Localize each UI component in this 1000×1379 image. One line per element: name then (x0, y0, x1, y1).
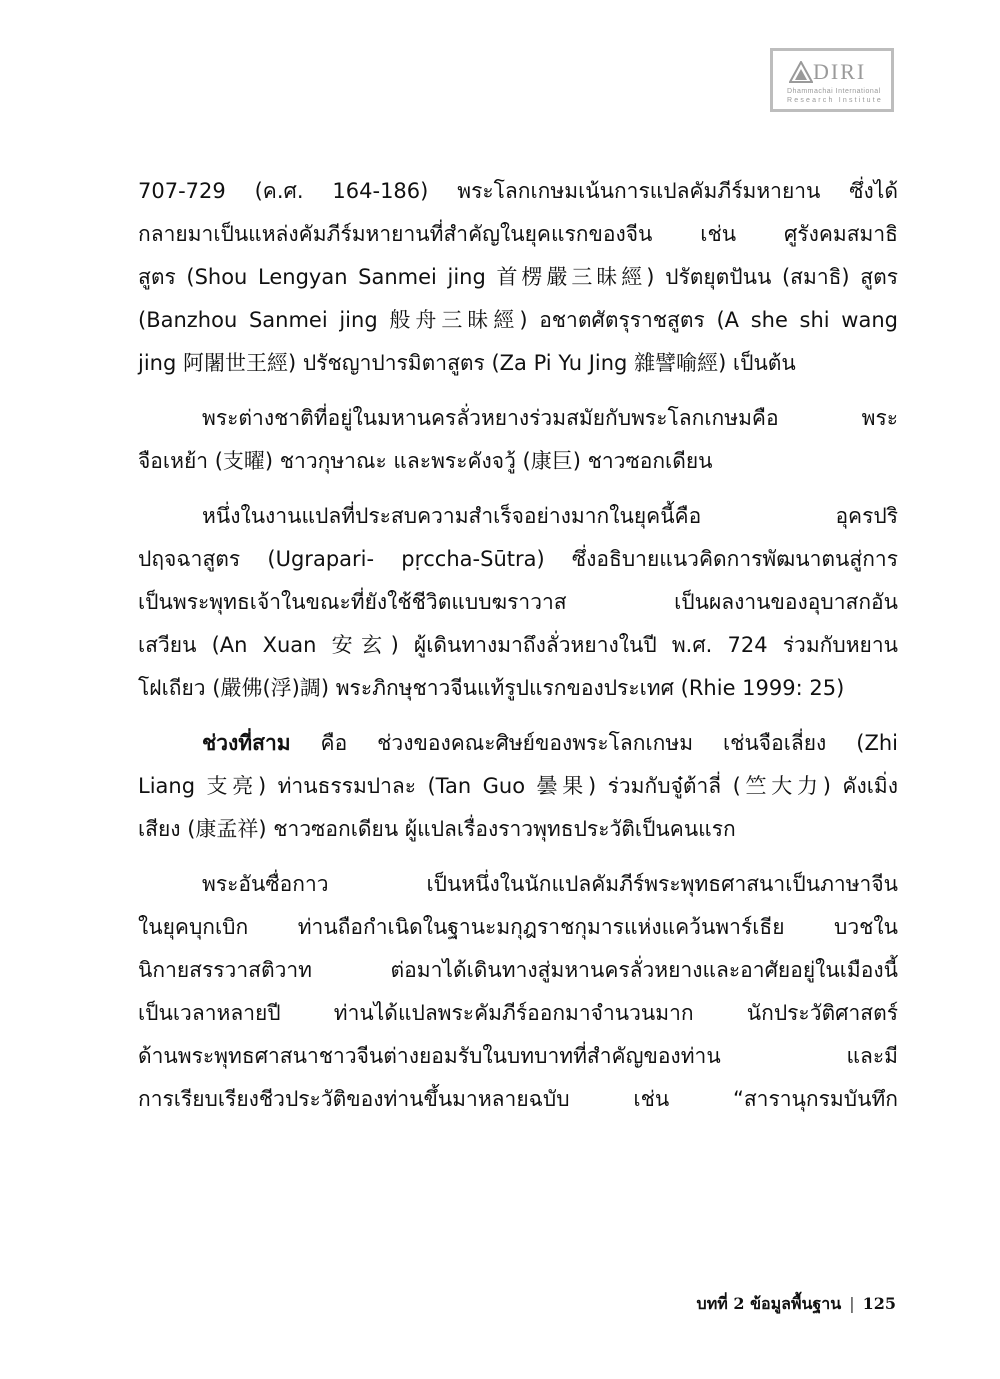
text-line: ปฤจฉาสูตร (Ugrapari- pṛccha-Sūtra) ซึ่งอธิบายแนวคิดการพัฒนาตนสู่การ (138, 547, 898, 571)
section-lead: ช่วงที่สาม (202, 731, 291, 755)
page-footer (697, 1292, 896, 1317)
footer-separator: | (849, 1294, 855, 1313)
text-fragment: คือ ช่วงของคณะศิษย์ของพระโลกเกษม เช่นจือเลี่ยง (Zhi (290, 731, 898, 755)
text-line: ในยุคบุกเบิก ท่านถือกำเนิดในฐานะมกุฎราชกุมารแห่งแคว้นพาร์เธีย บวชใน (138, 915, 898, 939)
text-line: (Banzhou Sanmei jing 般舟三昧經) อชาตศัตรุราชสูตร (A she shi wang (138, 308, 898, 332)
text-line: กลายมาเป็นแหล่งคัมภีร์มหายานที่สำคัญในยุคแรกของจีน เช่น ศูรังคมสมาธิ (138, 222, 898, 246)
text-line: 707-729 (ค.ศ. 164-186) พระโลกเกษมเน้นการแปลคัมภีร์มหายาน ซึ่งได้ (138, 179, 898, 203)
text-line: เป็นเวลาหลายปี ท่านได้แปลพระคัมภีร์ออกมาจำนวนมาก นักประวัติศาสตร์ (138, 1001, 898, 1025)
text-line: จือเหย้า (支曜) ชาวกุษาณะ และพระคังจวู้ (康巨) ชาวซอกเดียน (138, 449, 713, 473)
paragraph-4 (138, 722, 898, 851)
text-line: พระต่างชาติที่อยู่ในมหานครลั่วหยางร่วมสมัยกับพระโลกเกษมคือ พระ (202, 406, 898, 430)
text-line: นิกายสรรวาสติวาท ต่อมาได้เดินทางสู่มหานครลั่วหยางและอาศัยอยู่ในเมืองนี้ (138, 958, 898, 982)
paragraph-1 (138, 170, 898, 385)
paragraph-5 (138, 863, 898, 1121)
text-line: เป็นพระพุทธเจ้าในขณะที่ยังใช้ชีวิตแบบฆราวาส เป็นผลงานของอุบาสกอัน (138, 590, 898, 614)
paragraph-3 (138, 495, 898, 710)
paragraph-2 (138, 397, 898, 483)
text-line: โฝเถียว (嚴佛(浮)調) พระภิกษุชาวจีนแท้รูปแรกของประเทศ (Rhie 1999: 25) (138, 676, 845, 700)
text-line: jing 阿闍世王經) ปรัชญาปารมิตาสูตร (Za Pi Yu Jing 雜譬喻經) เป็นต้น (138, 351, 796, 375)
text-line: เสวียน (An Xuan 安玄) ผู้เดินทางมาถึงลั่วหยางในปี พ.ศ. 724 ร่วมกับหยาน (138, 633, 898, 657)
text-line (138, 722, 898, 765)
text-line: สูตร (Shou Lengyan Sanmei jing 首楞嚴三昧經) ปรัตยุตปันน (สมาธิ) สูตร (138, 265, 898, 289)
diri-logo (770, 48, 894, 112)
chapter-title: บทที่ 2 ข้อมูลพื้นฐาน (696, 1294, 842, 1313)
text-line: Liang 支亮) ท่านธรรมปาละ (Tan Guo 曇果) ร่วมกับจู๋ต้าลี่ (竺大力) คังเมิ่ง (138, 774, 898, 798)
logo-subline-2: Research Institute (787, 97, 884, 104)
text-line: พระอันซื่อกาว เป็นหนึ่งในนักแปลคัมภีร์พระพุทธศาสนาเป็นภาษาจีน (202, 872, 898, 896)
text-line: หนึ่งในงานแปลที่ประสบความสำเร็จอย่างมากในยุคนี้คือ อุครปริ (202, 504, 898, 528)
triangle-logo-icon (789, 61, 813, 83)
body-text (138, 170, 898, 1121)
logo-wordmark: DIRI (813, 59, 867, 84)
text-line: การเรียบเรียงชีวประวัติของท่านขึ้นมาหลายฉบับ เช่น “สารานุกรมบันทึก (138, 1087, 898, 1111)
page-number: 125 (862, 1294, 896, 1313)
text-line: เสียง (康孟祥) ชาวซอกเดียน ผู้แปลเรื่องราวพุทธประวัติเป็นคนแรก (138, 817, 736, 841)
text-line: ด้านพระพุทธศาสนาชาวจีนต่างยอมรับในบทบาทที่สำคัญของท่าน และมี (138, 1044, 898, 1068)
logo-subline-1: Dhammachai International (787, 88, 881, 95)
